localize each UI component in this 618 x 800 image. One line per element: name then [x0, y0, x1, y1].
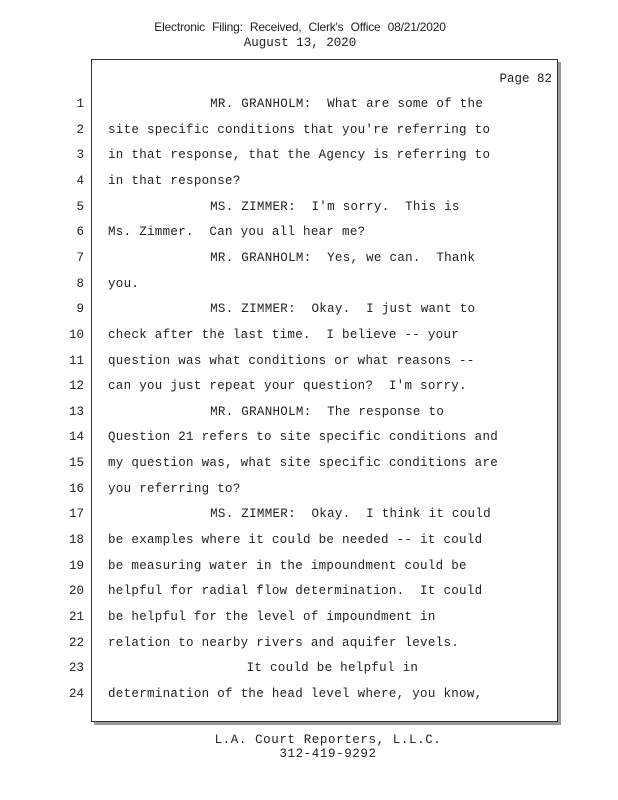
line-text: be helpful for the level of impoundment in: [108, 610, 436, 624]
line-text: MS. ZIMMER: Okay. I just want to: [210, 302, 476, 317]
reporter-company: L.A. Court Reporters, L.L.C.: [214, 733, 442, 747]
line-text: be examples where it could be needed -- it could: [108, 533, 483, 548]
line-text: site specific conditions that you're referring to: [108, 122, 491, 137]
line-text: MR. GRANHOLM: The response to: [210, 404, 445, 419]
line-number: 22: [68, 635, 84, 650]
line-text: helpful for radial flow determination. It could: [108, 584, 483, 599]
transcript-date: August 13, 2020: [243, 36, 357, 50]
transcript-line: [68, 324, 557, 346]
line-text: determination of the head level where, you know,: [108, 686, 483, 701]
line-number: 10: [68, 327, 84, 342]
line-number: 16: [68, 481, 84, 496]
line-number: 2: [76, 122, 84, 137]
line-text: It could be helpful in: [246, 661, 419, 676]
transcript-line: [68, 452, 557, 474]
line-number: 17: [68, 507, 84, 522]
line-number: 24: [68, 686, 84, 701]
line-number: 11: [68, 353, 84, 368]
line-number: 19: [68, 558, 84, 573]
line-text: MR. GRANHOLM: What are some of the: [210, 97, 484, 111]
line-number: 23: [68, 661, 84, 676]
line-text: you referring to?: [108, 481, 241, 496]
line-number: 20: [68, 584, 84, 599]
transcript-line: [68, 606, 557, 628]
filing-stamp: Electronic Filing: Received, Clerk's Office 08/21/2020: [154, 20, 446, 34]
transcript-line: [68, 580, 557, 602]
line-number: 3: [76, 148, 84, 163]
line-text: in that response?: [108, 173, 241, 188]
line-number: 18: [68, 533, 84, 548]
line-number: 7: [76, 250, 84, 265]
transcript-line: [76, 93, 557, 115]
transcript-line: [76, 221, 557, 243]
transcript-line: [76, 298, 557, 320]
transcript-line: [68, 529, 557, 551]
line-number: 12: [68, 379, 84, 394]
line-number: 5: [76, 199, 84, 214]
transcript-line: [68, 401, 557, 423]
line-number: 1: [76, 97, 84, 111]
transcript-line: [68, 375, 557, 397]
transcript-line: [68, 555, 557, 577]
transcript-line: [68, 657, 557, 679]
line-text: MS. ZIMMER: I'm sorry. This is: [210, 199, 460, 214]
transcript-line: [76, 170, 557, 192]
line-text: in that response, that the Agency is referring to: [108, 148, 491, 163]
reporter-phone: 312-419-9292: [279, 747, 377, 761]
line-text: MS. ZIMMER: Okay. I think it could: [210, 507, 491, 522]
line-number: 8: [76, 276, 84, 291]
line-text: be measuring water in the impoundment could be: [108, 558, 467, 573]
transcript-line: [76, 119, 557, 141]
transcript-line: [76, 273, 557, 295]
transcript-line: [76, 247, 557, 269]
line-text: MR. GRANHOLM: Yes, we can. Thank: [210, 250, 476, 265]
transcript-line: [68, 503, 557, 525]
line-number: 9: [76, 302, 84, 317]
line-number: 13: [68, 404, 84, 419]
line-number: 21: [68, 610, 84, 624]
line-number: 4: [76, 173, 84, 188]
line-text: question was what conditions or what reasons --: [108, 353, 475, 368]
transcript-line: [68, 632, 557, 654]
transcript-lines: [68, 60, 557, 721]
line-text: Ms. Zimmer. Can you all hear me?: [108, 225, 366, 240]
page-number: Page 82: [499, 72, 552, 86]
transcript-line: [76, 196, 557, 218]
transcript-page: [68, 59, 558, 722]
line-number: 15: [68, 456, 84, 471]
transcript-line: [68, 683, 557, 705]
line-text: relation to nearby rivers and aquifer levels.: [108, 635, 460, 650]
transcript-line: [68, 350, 557, 372]
line-number: 14: [68, 430, 84, 445]
line-text: you.: [108, 276, 140, 291]
line-text: my question was, what site specific conditions are: [108, 456, 499, 471]
transcript-line: [76, 144, 557, 166]
line-number: 6: [76, 225, 84, 240]
line-text: can you just repeat your question? I'm sorry.: [108, 379, 467, 394]
transcript-line: [68, 478, 557, 500]
line-text: check after the last time. I believe -- your: [108, 327, 460, 342]
line-text: Question 21 refers to site specific conditions and: [108, 430, 499, 445]
transcript-line: [68, 426, 557, 448]
